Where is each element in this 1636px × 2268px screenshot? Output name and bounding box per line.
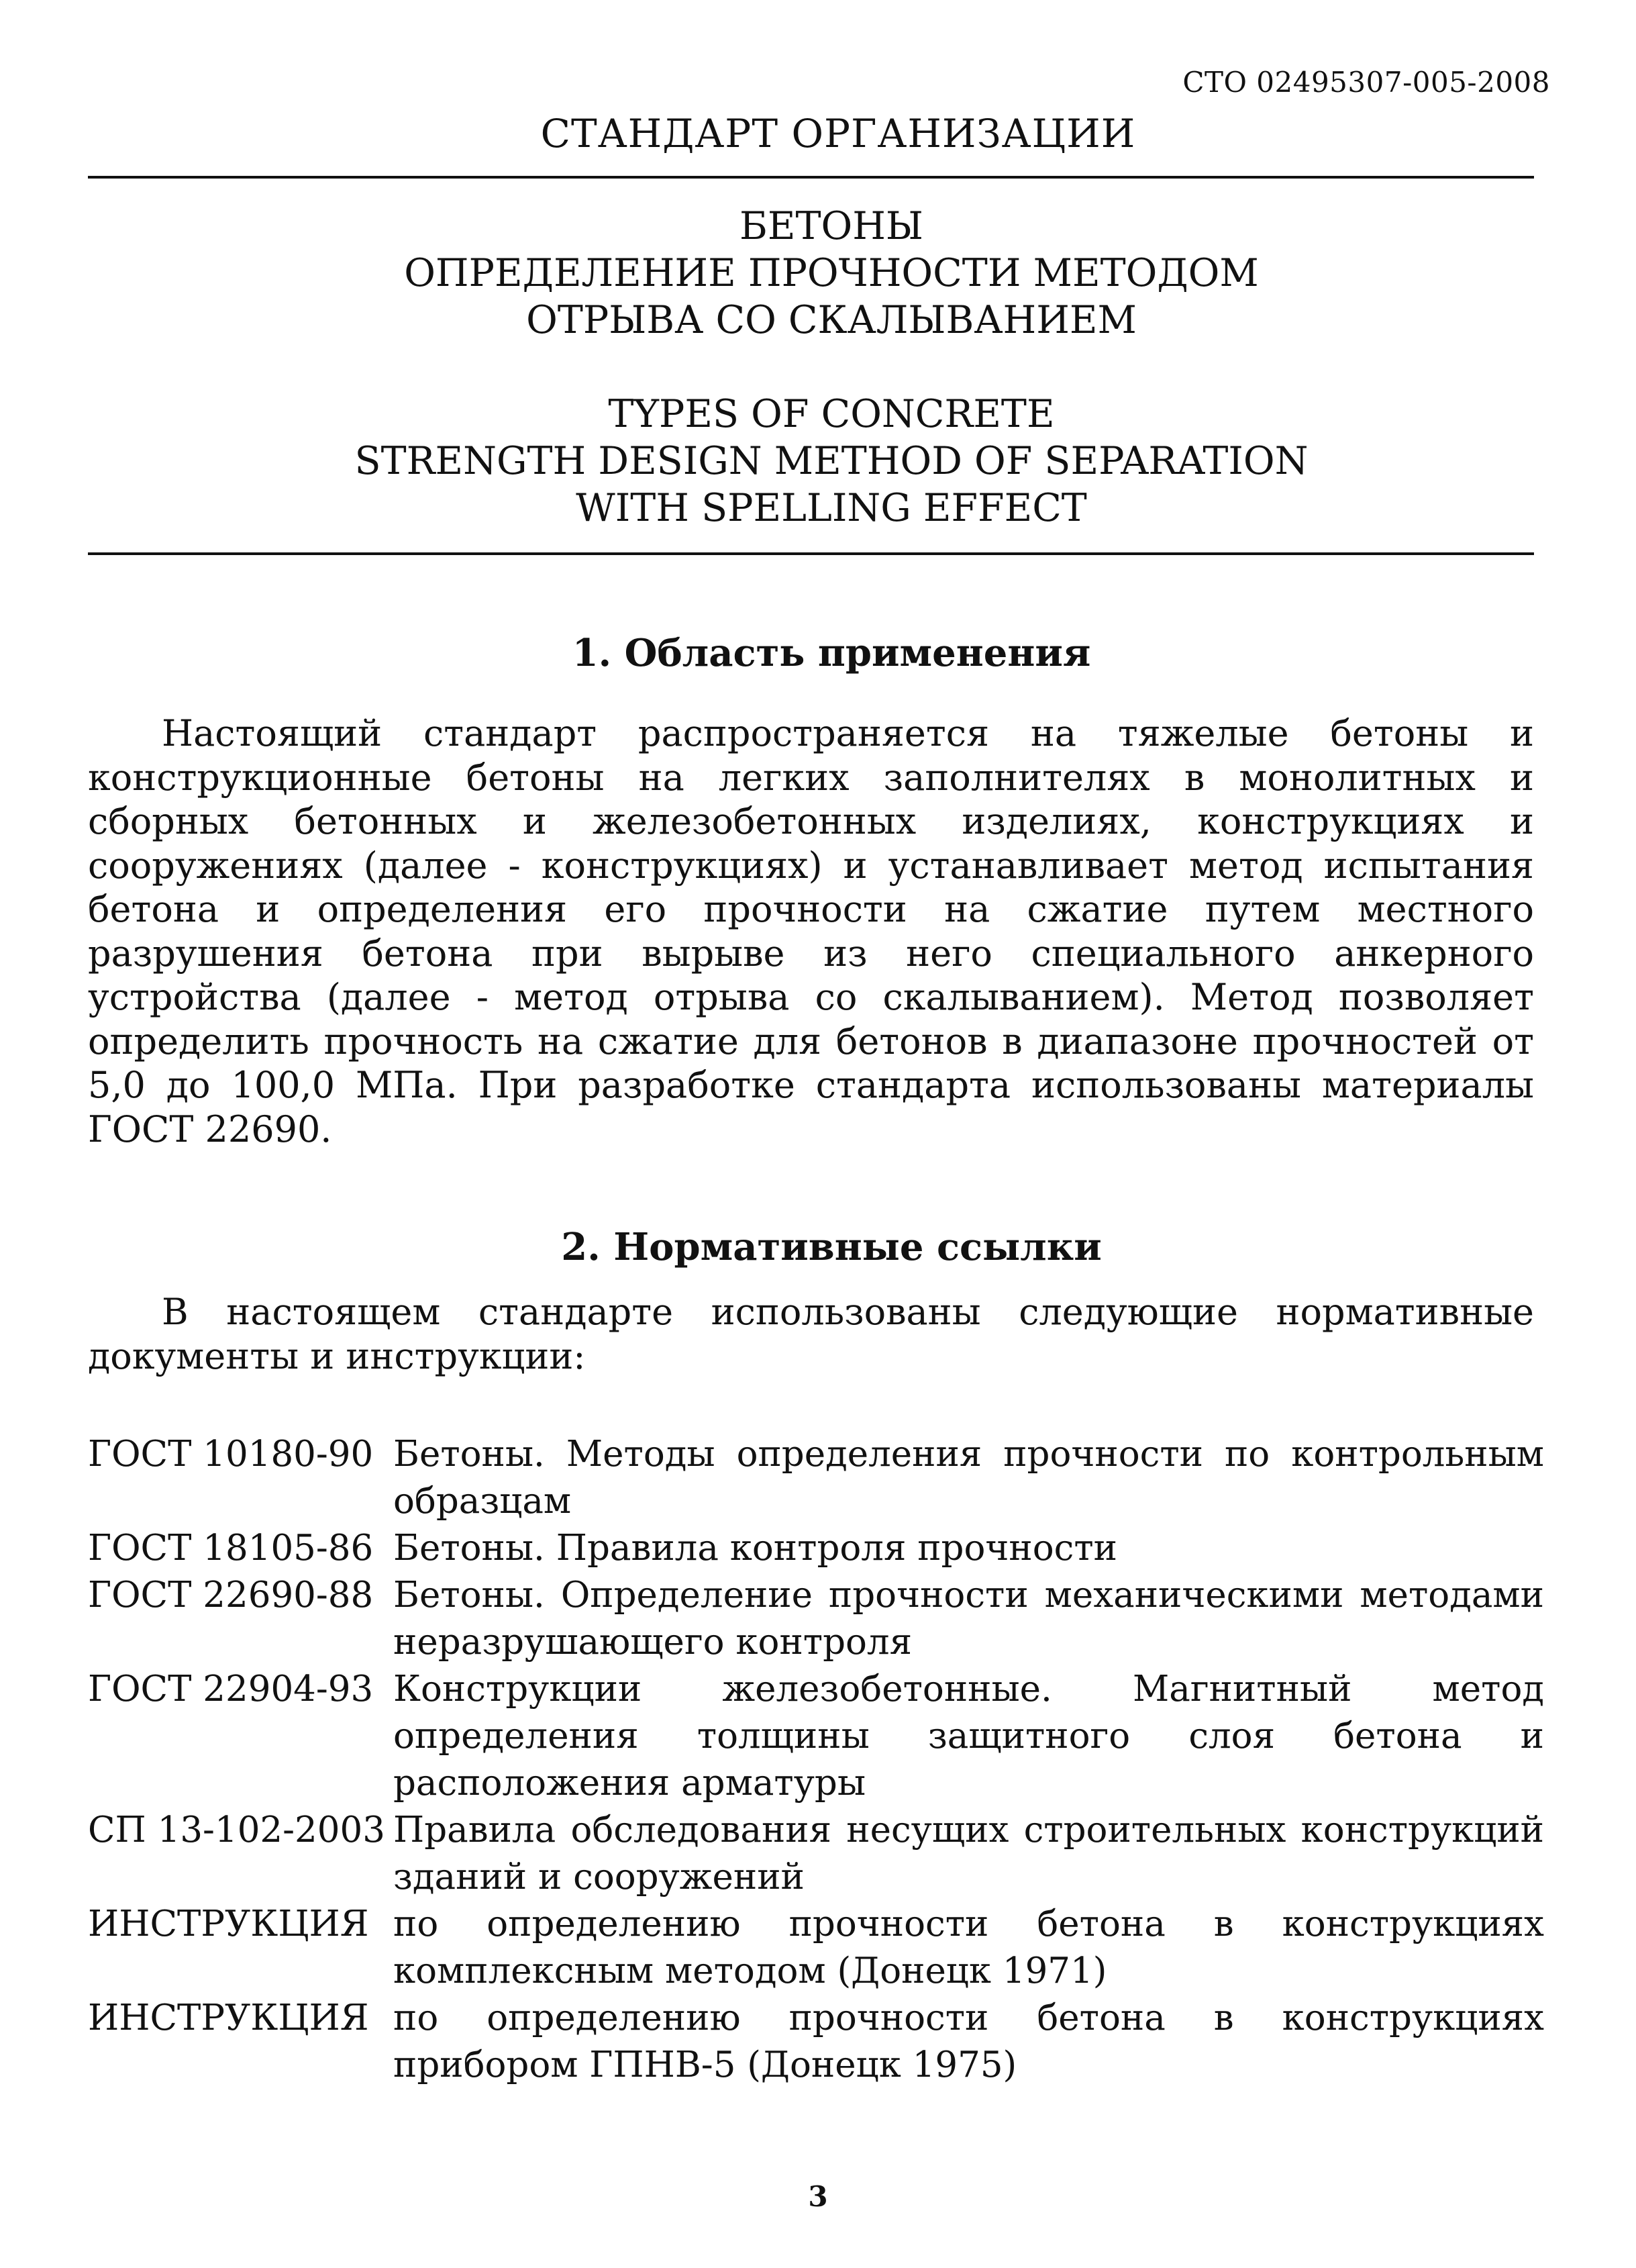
title-en-line: STRENGTH DESIGN METHOD OF SEPARATION [354, 439, 1309, 483]
reference-title: по определению прочности бетона в конструкциях комплексным методом (Донецк 1971) [393, 1904, 1544, 1991]
org-standard-label: СТАНДАРТ ОРГАНИЗАЦИИ [540, 111, 1136, 156]
reference-title: Бетоны. Определение прочности механическими методами неразрушающего контроля [393, 1575, 1544, 1663]
page-number: 3 [808, 2180, 828, 2213]
title-ru-line: ОПРЕДЕЛЕНИЕ ПРОЧНОСТИ МЕТОДОМ [404, 251, 1259, 295]
section2-intro: В настоящем стандарте использованы следующие нормативные документы и инструкции: [88, 1291, 1534, 1377]
reference-code: ИНСТРУКЦИЯ [88, 1904, 369, 1944]
document-code: СТО 02495307-005-2008 [1182, 66, 1550, 99]
section1-heading: 1. Область применения [572, 631, 1091, 675]
reference-title: Конструкции железобетонные. Магнитный метод определения толщины защитного слоя бетона и расположения арматуры [393, 1669, 1544, 1804]
reference-item [88, 1901, 1544, 1995]
title-en-line: WITH SPELLING EFFECT [576, 486, 1087, 530]
section2-heading: 2. Нормативные ссылки [561, 1225, 1102, 1269]
title-ru-line: БЕТОНЫ [739, 204, 924, 248]
reference-code: ГОСТ 10180-90 [88, 1434, 374, 1475]
reference-item [88, 1995, 1544, 2089]
reference-title: Бетоны. Методы определения прочности по контрольным образцам [393, 1434, 1544, 1522]
reference-item [88, 1431, 1544, 1525]
reference-code: ГОСТ 18105-86 [88, 1528, 374, 1569]
reference-title: Правила обследования несущих строительных конструкций зданий и сооружений [393, 1810, 1544, 1897]
references-list [88, 1431, 1544, 2089]
reference-code: СП 13-102-2003 [88, 1810, 385, 1851]
reference-code: ГОСТ 22904-93 [88, 1669, 374, 1710]
title-ru-line: ОТРЫВА СО СКАЛЫВАНИЕМ [526, 298, 1137, 342]
title-english [0, 391, 1636, 532]
title-russian [0, 203, 1636, 344]
reference-item [88, 1666, 1544, 1807]
section1-text: Настоящий стандарт распространяется на тяжелые бетоны и конструкционные бетоны на легких заполнителях в монолитных и сборных бетонных и железобетонных изделиях, конструкциях и сооружениях (далее - конструкциях) и устанавливает метод испытания бетона и определения его прочности на сжатие путем местного разрушения бетона при вырыве из него специального анкерного устройства (далее - метод отрыва со скалыванием). Метод позволяет определить прочность на сжатие для бетонов в диапазоне прочностей от 5,0 до 100,0 МПа. При разработке стандарта использованы материалы ГОСТ 22690. [88, 712, 1534, 1150]
top-divider [88, 176, 1534, 179]
title-en-line: TYPES OF CONCRETE [608, 392, 1055, 436]
reference-item [88, 1525, 1544, 1572]
reference-item [88, 1572, 1544, 1666]
reference-item [88, 1807, 1544, 1901]
bottom-divider [88, 552, 1534, 555]
reference-code: ГОСТ 22690-88 [88, 1575, 374, 1616]
reference-code: ИНСТРУКЦИЯ [88, 1998, 369, 2038]
reference-title: по определению прочности бетона в конструкциях прибором ГПНВ-5 (Донецк 1975) [393, 1998, 1544, 2085]
reference-title: Бетоны. Правила контроля прочности [393, 1528, 1117, 1569]
